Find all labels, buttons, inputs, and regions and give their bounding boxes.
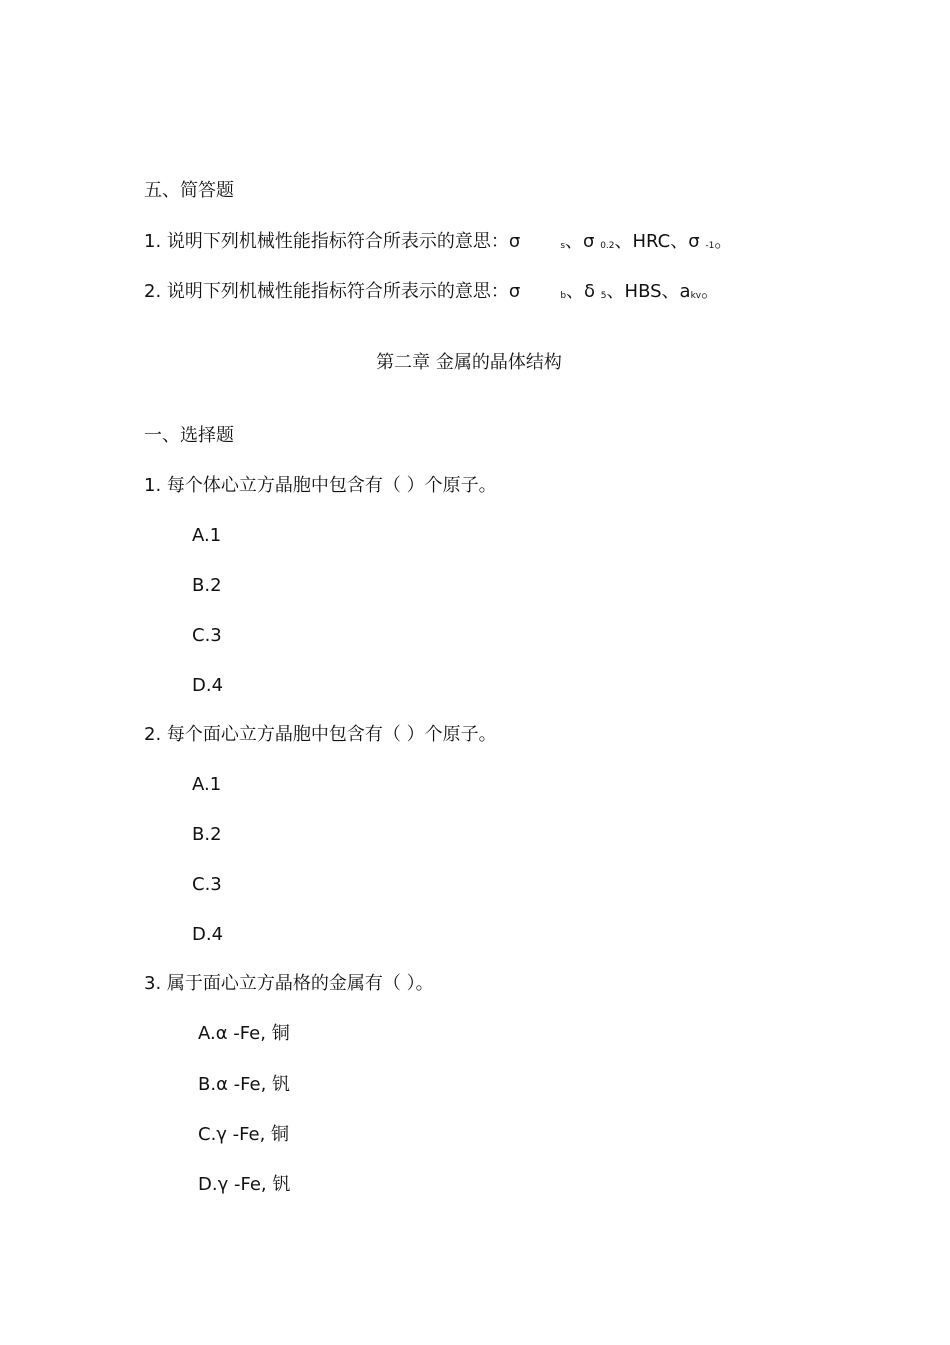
q1-sym1: σ	[508, 231, 521, 252]
choice-q3-option-d: D.γ -Fe, 钒	[198, 1174, 291, 1195]
section-title-choice: 一、选择题	[144, 425, 234, 446]
q1-sep2: 、HRC、	[614, 231, 689, 252]
q2-sep2: 、HBS、	[606, 281, 680, 302]
choice-q2-option-b: B.2	[192, 824, 222, 845]
choice-q2-option-a: A.1	[192, 774, 222, 795]
choice-q3-option-b: B.α -Fe, 钒	[198, 1074, 291, 1095]
q2-sym3-sub: kv	[690, 291, 702, 301]
q2-sym3: a	[679, 281, 691, 302]
q1-sym3: σ	[688, 231, 700, 252]
choice-q1-option-d: D.4	[192, 675, 224, 696]
short-answer-q1	[144, 230, 732, 258]
q2-sym1: σ	[508, 281, 521, 302]
q2-sym2: δ	[584, 281, 596, 302]
q2-sym2-sub: 5	[600, 291, 607, 301]
choice-q1-option-b: B.2	[192, 575, 222, 596]
q1-text: 1. 说明下列机械性能指标符合所表示的意思：	[144, 231, 509, 252]
choice-q2: 2. 每个面心立方晶胞中包含有（ ）个原子。	[144, 724, 497, 745]
q2-text: 2. 说明下列机械性能指标符合所表示的意思：	[144, 281, 509, 302]
q2-sym1-sub: b	[560, 291, 567, 301]
q1-sym3-sub: -1	[705, 241, 715, 251]
choice-q3: 3. 属于面心立方晶格的金属有（ ）。	[144, 973, 434, 994]
chapter-title: 第二章 金属的晶体结构	[376, 352, 562, 373]
short-answer-q2	[144, 280, 719, 308]
q1-end: 。	[714, 231, 733, 252]
q1-sym2-sub: 0.2	[600, 241, 615, 251]
q2-end: 。	[701, 281, 720, 302]
section-title-short-answer: 五、简答题	[144, 180, 234, 201]
choice-q1-option-c: C.3	[192, 625, 222, 646]
q1-sym2: σ	[583, 231, 595, 252]
choice-q3-option-c: C.γ -Fe, 铜	[198, 1124, 290, 1145]
choice-q2-option-c: C.3	[192, 874, 222, 895]
q2-sep1: 、	[566, 281, 585, 302]
choice-q1-option-a: A.1	[192, 525, 222, 546]
choice-q3-option-a: A.α -Fe, 铜	[198, 1023, 290, 1044]
q1-sym1-sub: s	[560, 241, 566, 251]
choice-q1: 1. 每个体心立方晶胞中包含有（ ）个原子。	[144, 475, 497, 496]
choice-q2-option-d: D.4	[192, 924, 224, 945]
q1-sep1: 、	[565, 231, 584, 252]
